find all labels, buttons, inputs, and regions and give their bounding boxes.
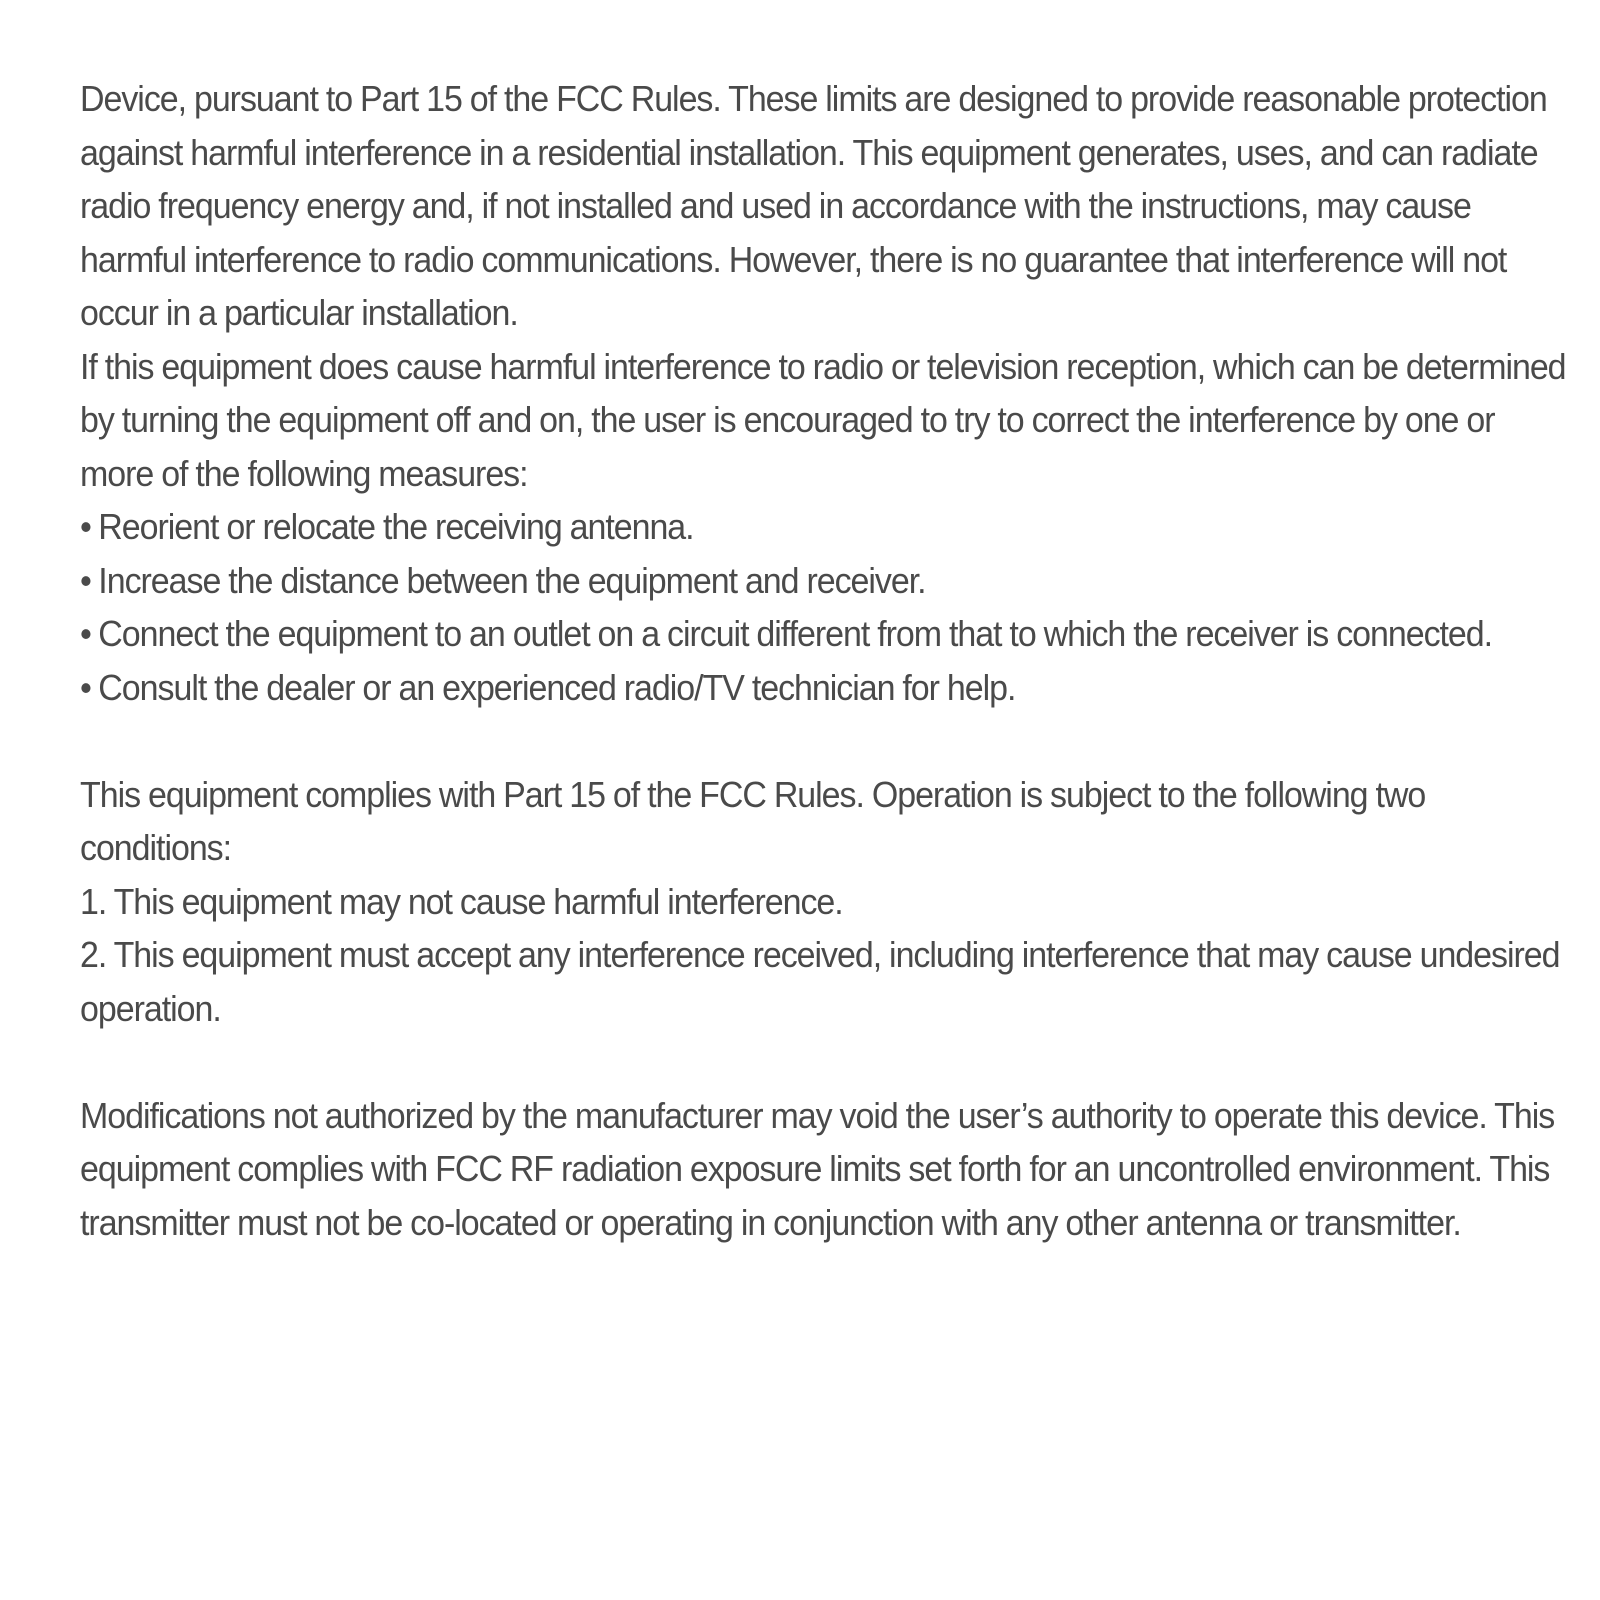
condition-item: 1. This equipment may not cause harmful interference. xyxy=(80,880,843,922)
compliance-paragraph: This equipment complies with Part 15 of the FCC Rules. Operation is subject to the following two conditions: xyxy=(80,773,1426,868)
measure-item xyxy=(80,500,1570,554)
conditions-list xyxy=(80,875,1570,1036)
bullet-icon: • xyxy=(80,613,91,654)
section-spacer xyxy=(80,714,1570,768)
fcc-statement-document xyxy=(80,72,1570,1249)
intro-paragraph: Device, pursuant to Part 15 of the FCC Rules. These limits are designed to provide reasonable protection against harmful interference in a residential installation. This equipment generates, uses, and can radiate radio frequency energy and, if not installed and used in accordance with the instructions, may cause harmful interference to radio communications. However, there is no guarantee that interference will not occur in a particular installation. xyxy=(80,78,1547,333)
measures-intro-paragraph: If this equipment does cause harmful interference to radio or television reception, which can be determined by turning the equipment off and on, the user is encouraged to try to correct the interference by one or more of the following measures: xyxy=(80,345,1566,494)
condition-item: 2. This equipment must accept any interference received, including interference that may cause undesired operation. xyxy=(80,934,1560,1029)
modifications-paragraph: Modifications not authorized by the manufacturer may void the user’s authority to operate this device. This equipment complies with FCC RF radiation exposure limits set forth for an uncontrolled environment. This transmitter must not be co-located or operating in conjunction with any other antenna or transmitter. xyxy=(80,1094,1555,1243)
measures-list xyxy=(80,500,1570,714)
measure-item xyxy=(80,661,1570,715)
measure-text: Reorient or relocate the receiving antenna. xyxy=(98,506,694,547)
bullet-icon: • xyxy=(80,506,91,547)
section-spacer xyxy=(80,1035,1570,1089)
bullet-icon: • xyxy=(80,559,91,601)
bullet-icon: • xyxy=(80,666,91,708)
measure-text: Increase the distance between the equipment and receiver. xyxy=(98,559,926,601)
measure-item xyxy=(80,607,1570,661)
measure-item xyxy=(80,554,1570,608)
measure-text: Connect the equipment to an outlet on a circuit different from that to which the receiver is connected. xyxy=(98,613,1493,654)
measure-text: Consult the dealer or an experienced radio/TV technician for help. xyxy=(98,666,1016,708)
